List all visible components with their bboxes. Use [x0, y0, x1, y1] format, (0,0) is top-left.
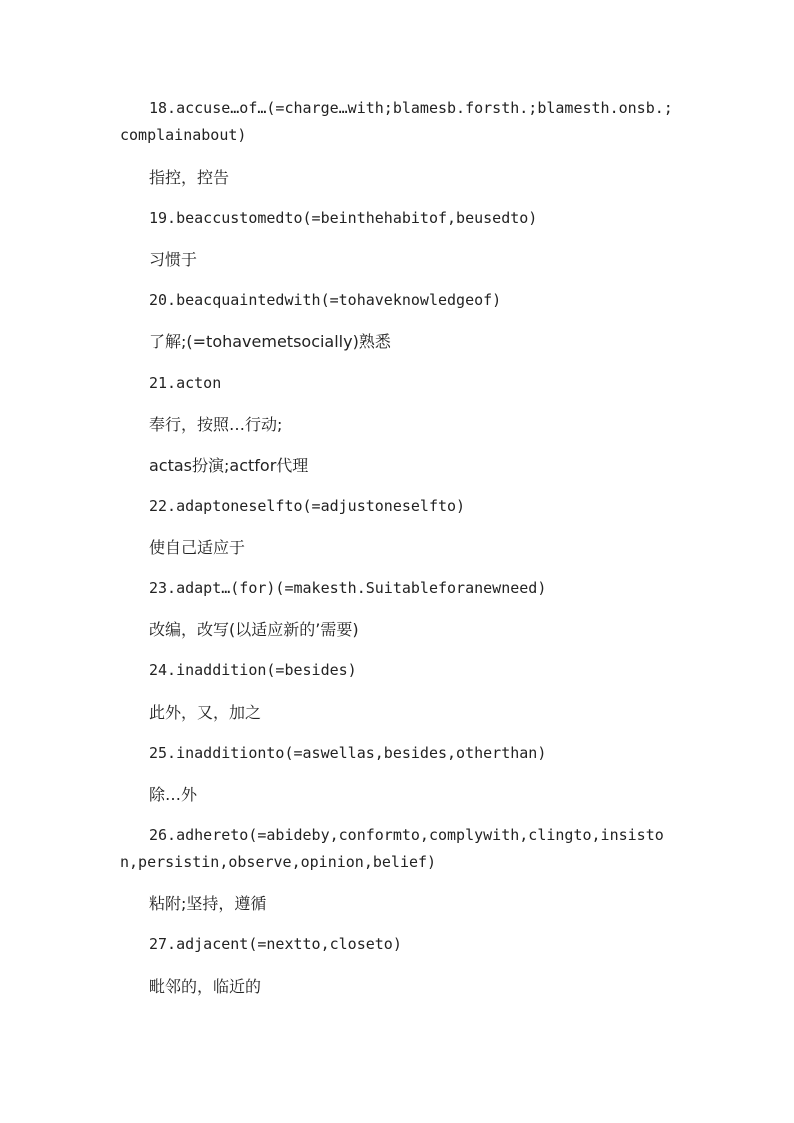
entry-25-meaning: 除…外	[149, 785, 198, 804]
entry-18-term: 18.accuse…of…(=charge…with;blamesb.forsth.;blamesth.onsb.;complainabout)	[120, 99, 673, 144]
entry-21-extra: actas扮演;actfor代理	[149, 456, 309, 475]
entry-23-term: 23.adapt…(for)(=makesth.Suitableforanewneed)	[149, 579, 547, 597]
entry-25-term: 25.inadditionto(=aswellas,besides,otherthan)	[149, 744, 547, 762]
entry-21-term: 21.acton	[149, 374, 222, 392]
entry-19-term: 19.beaccustomedto(=beinthehabitof,beusedto)	[149, 209, 538, 227]
entry-22-meaning: 使自己适应于	[149, 538, 246, 557]
entry-27-meaning: 毗邻的，临近的	[149, 977, 262, 996]
entry-24-term: 24.inaddition(=besides)	[149, 661, 357, 679]
entry-20-term: 20.beacquaintedwith(=tohaveknowledgeof)	[149, 291, 502, 309]
entry-24-meaning: 此外，又，加之	[149, 703, 262, 722]
entry-18-meaning: 指控，控告	[149, 168, 230, 187]
entry-23-meaning: 改编，改写(以适应新的’需要)	[149, 620, 359, 639]
entry-26-term: 26.adhereto(=abideby,conformto,complywith,clingto,insiston,persistin,observe,opinion,belief)	[120, 826, 664, 871]
entry-20-meaning: 了解;(=tohavemetsocially)熟悉	[149, 332, 391, 351]
entry-27-term: 27.adjacent(=nextto,closeto)	[149, 935, 402, 953]
entry-22-term: 22.adaptoneselfto(=adjustoneselfto)	[149, 497, 466, 515]
entry-19-meaning: 习惯于	[149, 250, 198, 269]
entry-21-meaning: 奉行，按照…行动;	[149, 415, 283, 434]
entry-26-meaning: 粘附;坚持，遵循	[149, 894, 267, 913]
